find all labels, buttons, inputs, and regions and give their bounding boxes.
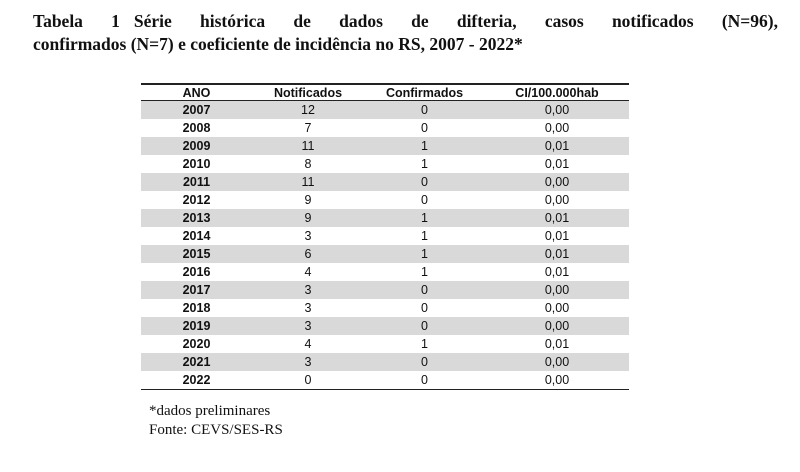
cell-ci: 0,01: [485, 137, 629, 155]
source-note: Fonte: CEVS/SES-RS: [149, 422, 283, 438]
cell-confirmados: 1: [421, 229, 428, 243]
cell-confirmados: 1: [421, 157, 428, 171]
table-row: [141, 371, 629, 390]
cell-ci: 0,00: [485, 353, 629, 371]
table-row: [141, 335, 629, 353]
table-footnotes: [149, 402, 283, 440]
table-header-row: [141, 84, 629, 101]
table-row: [141, 353, 629, 371]
cell-notificados: 4: [304, 265, 312, 279]
cell-ci: 0,00: [544, 121, 570, 135]
cell-confirmados: 0: [364, 101, 485, 120]
cell-year: 2016: [182, 265, 211, 279]
cell-year: 2018: [182, 301, 211, 315]
cell-confirmados: 0: [364, 371, 485, 390]
cell-year: 2021: [141, 353, 252, 371]
cell-ci: 0,01: [544, 157, 570, 171]
header-ci: CI/100.000hab: [485, 84, 629, 101]
caption-title-part-1: Série histórica de dados de difteria, casos notificados (N=96),: [133, 11, 778, 31]
cell-ci: 0,01: [485, 209, 629, 227]
cell-ci: 0,01: [544, 229, 570, 243]
cell-year: 2020: [182, 337, 211, 351]
cell-year: 2008: [182, 121, 211, 135]
cell-confirmados: 1: [364, 245, 485, 263]
caption-line-1: [33, 10, 778, 33]
cell-notificados: 3: [252, 317, 364, 335]
cell-year: 2007: [141, 101, 252, 120]
cell-notificados: 7: [304, 121, 312, 135]
cell-ci: 0,01: [544, 265, 570, 279]
cell-notificados: 0: [252, 371, 364, 390]
header-confirmados: Confirmados: [364, 84, 485, 101]
cell-year: 2009: [141, 137, 252, 155]
table-row: [141, 317, 629, 335]
table-body: [141, 101, 629, 390]
cell-ci: 0,01: [544, 337, 570, 351]
table-row: [141, 173, 629, 191]
cell-year: 2014: [182, 229, 211, 243]
cell-ci: 0,00: [485, 317, 629, 335]
cell-year: 2012: [182, 193, 211, 207]
table-row: [141, 281, 629, 299]
cell-year: 2011: [141, 173, 252, 191]
cell-notificados: 11: [252, 137, 364, 155]
cell-notificados: 9: [304, 193, 312, 207]
table-row: [141, 137, 629, 155]
cell-confirmados: 0: [364, 353, 485, 371]
cell-notificados: 6: [252, 245, 364, 263]
cell-year: 2022: [141, 371, 252, 390]
cell-ci: 0,00: [485, 281, 629, 299]
table-row: [141, 227, 629, 245]
cell-notificados: 4: [304, 337, 312, 351]
table-row: [141, 119, 629, 137]
cell-confirmados: 0: [364, 173, 485, 191]
cell-notificados: 11: [252, 173, 364, 191]
cell-ci: 0,00: [485, 173, 629, 191]
cell-year: 2013: [141, 209, 252, 227]
cell-confirmados: 1: [421, 337, 428, 351]
cell-confirmados: 1: [364, 209, 485, 227]
cell-notificados: 3: [304, 229, 312, 243]
cell-notificados: 3: [252, 281, 364, 299]
diphtheria-data-table: [141, 83, 629, 390]
cell-year: 2015: [141, 245, 252, 263]
cell-ci: 0,00: [544, 301, 570, 315]
cell-confirmados: 0: [421, 193, 428, 207]
cell-confirmados: 0: [421, 301, 428, 315]
table-row: [141, 101, 629, 120]
cell-confirmados: 0: [364, 281, 485, 299]
cell-notificados: 3: [252, 353, 364, 371]
table-row: [141, 191, 629, 209]
cell-year: 2019: [141, 317, 252, 335]
cell-year: 2010: [182, 157, 211, 171]
cell-notificados: 8: [304, 157, 312, 171]
cell-confirmados: 1: [421, 265, 428, 279]
table-row: [141, 299, 629, 317]
cell-ci: 0,00: [544, 193, 570, 207]
cell-confirmados: 0: [364, 317, 485, 335]
cell-ci: 0,01: [485, 245, 629, 263]
table-caption: [33, 10, 778, 56]
cell-year: 2017: [141, 281, 252, 299]
cell-notificados: 9: [252, 209, 364, 227]
cell-ci: 0,00: [485, 101, 629, 120]
caption-label: Tabela 1: [33, 11, 120, 31]
cell-ci: 0,00: [485, 371, 629, 390]
cell-confirmados: 0: [421, 121, 428, 135]
preliminary-note: *dados preliminares: [149, 403, 271, 419]
header-ano: ANO: [141, 84, 252, 101]
caption-title-part-2: confirmados (N=7) e coeficiente de incidência no RS, 2007 - 2022*: [33, 34, 523, 54]
table-row: [141, 263, 629, 281]
cell-confirmados: 1: [364, 137, 485, 155]
cell-notificados: 12: [252, 101, 364, 120]
header-notificados: Notificados: [252, 84, 364, 101]
table-row: [141, 245, 629, 263]
cell-notificados: 3: [304, 301, 312, 315]
table-row: [141, 209, 629, 227]
table-row: [141, 155, 629, 173]
